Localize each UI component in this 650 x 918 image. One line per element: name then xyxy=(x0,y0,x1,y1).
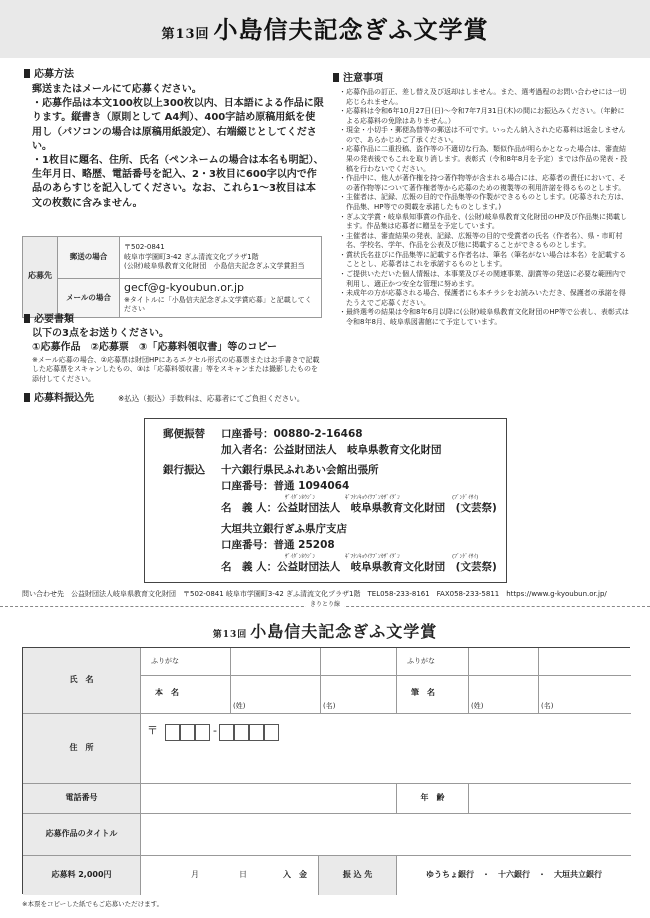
required-heading: 必要書類 xyxy=(24,313,74,327)
bank1-holder: 名 義 人：公益財団法人 岐阜県教育文化財団 (文芸祭) xyxy=(221,502,497,514)
notes-list xyxy=(339,88,629,327)
required-note: ※メール応募の場合、②応募票は財団HPにあるエクセル形式の応募票またはお手書きで記載した応募票をスキャンしたもの、③は「応募料領収書」等をスキャンまたは撮影したものを添付してください。 xyxy=(32,356,320,383)
name-label: 氏 名 xyxy=(23,648,141,714)
sei-mark: (姓) xyxy=(471,702,484,710)
contact-footer: 問い合わせ先 公益財団法人岐阜県教育文化財団 〒502-0841 岐阜市学園町3-42 ぎふ清流文化プラザ1階 TEL058-233-8161 FAX058-233-5811 https://www.g-kyoubun.or.jp/ xyxy=(22,590,607,598)
furigana-mei-input[interactable] xyxy=(321,648,397,676)
phone-input[interactable] xyxy=(141,784,397,814)
postal-transfer-label: 郵便振替 xyxy=(163,428,205,440)
hitsumei-label xyxy=(397,676,469,714)
email-note: ※タイトルに「小島信夫記念ぎふ文学賞応募」と記載してください xyxy=(124,295,312,314)
note-item: ・現金・小切手・郵便為替等の郵送は不可です。いったん納入された応募料は返金しませんので、あらかじめご了承ください。 xyxy=(339,126,626,144)
cut-label-text: きりとり線 xyxy=(306,601,344,608)
honmyo-mei-input[interactable] xyxy=(321,676,397,714)
postal-code-box[interactable] xyxy=(219,724,234,741)
mei-mark: (名) xyxy=(323,702,336,710)
postal-mark: 〒 xyxy=(147,724,158,737)
postal-code-box[interactable] xyxy=(195,724,210,741)
application-address-table xyxy=(22,236,322,318)
postal-line: 〒502-0841 xyxy=(124,243,165,252)
postal-line: 岐阜市学園町3-42 ぎふ清流文化プラザ1階 xyxy=(124,252,259,261)
method-line-2: ・応募作品は本文100枚以上300枚以内、日本語による作品に限ります。縦書き（原則として A4判）、400字詰め原稿用紙を使用し（パソコンの場合は原稿用紙設定）、右端綴じとしてください。 xyxy=(32,98,324,152)
postal-address xyxy=(120,237,322,279)
furigana-label-left xyxy=(141,648,231,676)
address-input[interactable] xyxy=(141,714,631,784)
furikomi-label: 振 込 先 xyxy=(319,856,397,895)
furigana-text: ふりがな xyxy=(151,657,179,665)
postal-code-box[interactable] xyxy=(234,724,249,741)
nyukin-mark: 入 金 xyxy=(283,870,307,879)
bank-transfer-box xyxy=(144,418,507,583)
mei-mark: (名) xyxy=(541,702,554,710)
method-line-3: ・1枚目に題名、住所、氏名（ペンネームの場合は本名も明記）、生年月日、略歴、電話番号を記入、2・3枚目に600字以内で作品のあらすじを記入してください。なお、これら1〜3枚目は本文の枚数に含みません。 xyxy=(32,154,324,209)
required-body xyxy=(32,327,324,355)
bank2-name: 大垣共立銀行ぎふ県庁支店 xyxy=(221,523,347,535)
fee-note: ※払込（振込）手数料は、応募者にてご負担ください。 xyxy=(118,394,305,403)
bank1-ruby-2: ｷﾞﾌｹﾝｷｮｳｲｸﾌﾞﾝｶｻﾞｲﾀﾞﾝ xyxy=(345,495,401,501)
form-award-title: 小島信夫記念ぎふ文学賞 xyxy=(250,622,438,641)
hitsumei-text: 筆 名 xyxy=(411,688,435,697)
furigana-label-right xyxy=(397,648,469,676)
note-item: ・最終選考の結果は令和8年6月以降に(公財)岐阜県教育文化財団のHP等で公表し、表彰式は令和8年8月、岐阜県図書館にて予定しています。 xyxy=(339,308,629,326)
note-item: ・ご提供いただいた個人情報は、本事業及びその関連事業、副賞等の発送に必要な範囲内で利用し、適正かつ安全な管理に努めます。 xyxy=(339,269,626,288)
bank-choice[interactable]: ゆうちょ銀行 ・ 十六銀行 ・ 大垣共立銀行 xyxy=(397,856,631,895)
phone-label: 電話番号 xyxy=(23,784,141,814)
address-label: 住 所 xyxy=(23,714,141,784)
bank1-ruby-1: ｻﾞｲﾀﾞﾝﾎｳｼﾞﾝ xyxy=(285,495,316,501)
form-edition: 第13回 xyxy=(212,630,248,640)
work-title-label: 応募作品のタイトル xyxy=(23,814,141,856)
furigana-sei-input[interactable] xyxy=(231,648,321,676)
email-cell xyxy=(120,279,322,318)
postal-account: 口座番号：00880-2-16468 xyxy=(221,428,363,440)
fee-heading: 応募料振込先 xyxy=(24,392,94,406)
note-item: ・応募作品に二重投稿、盗作等の不適切な行為、類似作品が明らかとなった場合は、審査結果の発表後でもこれを取り消します。表彰式（令和8年8月を予定）までは作品の発表・投稿を行わないでください。 xyxy=(339,145,628,173)
title-band xyxy=(0,0,650,58)
honmyo-label xyxy=(141,676,231,714)
edition-number: 第13回 xyxy=(161,27,210,42)
postal-holder: 加入者名：公益財団法人 岐阜県教育文化財団 xyxy=(221,444,442,456)
note-item: ・応募料は令和6年10月27日(日)〜令和7年7月31日(木)の間にお振込みください。（年齢による応募料の免除はありません。） xyxy=(339,107,625,125)
cut-label xyxy=(0,601,650,609)
bank1-account: 口座番号：普通 1094064 xyxy=(221,480,350,492)
sei-mark: (姓) xyxy=(233,702,246,710)
postal-dash: - xyxy=(213,724,217,737)
note-item: ・主催者は、審査結果の発表、記録、広報等の目的で受賞者の氏名（作者名）、県・市町村名、学校名、学年、作品を公表及び他に掲載することができるものとします。 xyxy=(339,231,623,250)
age-input[interactable] xyxy=(469,784,631,814)
postal-code-box[interactable] xyxy=(249,724,264,741)
method-heading: 応募方法 xyxy=(24,68,74,82)
application-head: 応募先 xyxy=(23,237,58,318)
work-title-input[interactable] xyxy=(141,814,631,856)
page-title xyxy=(0,14,650,46)
bottom-note: ※本票をコピーした紙でもご応募いただけます。 xyxy=(22,900,164,908)
note-item: ・賞状氏名並びに作品集等に記載する作者名は、筆名（筆名がない場合は本名）を記載することとし、応募者はこれを承諾するものとします。 xyxy=(339,250,626,269)
entry-form xyxy=(22,647,630,894)
postal-code-box[interactable] xyxy=(180,724,195,741)
note-item: ・ぎふ文学賞・岐阜県知事賞の作品を、(公財)岐阜県教育文化財団のHP及び作品集に掲載します。作品集は応募者に贈呈を予定しています。 xyxy=(339,212,627,231)
bank2-ruby-3: (ﾌﾞﾝｹﾞｲｻｲ) xyxy=(452,554,479,560)
postal-code-box[interactable] xyxy=(165,724,180,741)
method-body xyxy=(32,83,324,211)
fee-date-cell[interactable] xyxy=(141,856,319,895)
furigana-text: ふりがな xyxy=(407,657,435,665)
postal-code-box[interactable] xyxy=(264,724,279,741)
postal-line: (公財)岐阜県教育文化財団 小島信夫記念ぎふ文学賞担当 xyxy=(124,262,305,271)
award-title: 小島信夫記念ぎふ文学賞 xyxy=(213,15,489,44)
fee-label: 応募料 2,000円 xyxy=(23,856,141,895)
required-items: ①応募作品 ②応募票 ③「応募料領収書」等のコピー xyxy=(32,342,278,353)
bank1-ruby-3: (ﾌﾞﾝｹﾞｲｻｲ) xyxy=(452,495,479,501)
bank1-name: 十六銀行県民ふれあい会館出張所 xyxy=(221,464,379,476)
bank2-ruby-1: ｻﾞｲﾀﾞﾝﾎｳｼﾞﾝ xyxy=(285,554,316,560)
note-item: ・応募作品の訂正、差し替え及び返却はしません。また、選考過程のお問い合わせには一切応じられません。 xyxy=(339,88,627,106)
honmyo-sei-input[interactable] xyxy=(231,676,321,714)
note-item: ・未成年の方が応募される場合、保護者にも本チラシをお読みいただき、保護者の承諾を得たうえでご応募ください。 xyxy=(339,289,626,307)
bank2-holder: 名 義 人：公益財団法人 岐阜県教育文化財団 (文芸祭) xyxy=(221,561,497,573)
note-item: ・主催者は、記録、広報の目的で作品集等の作製ができるものとします。(応募された方は、作品集、HP等での掲載を承諾したものとします。) xyxy=(339,193,629,211)
required-lead: 以下の3点をお送りください。 xyxy=(32,328,169,339)
email-address[interactable]: gecf@g-kyoubun.or.jp xyxy=(124,281,245,294)
email-label: メールの場合 xyxy=(58,279,120,318)
hitsumei-mei-input[interactable] xyxy=(539,676,631,714)
note-item: ・作品中に、他人が著作権を持つ著作物等が含まれる場合には、応募者の責任において、その著作物等について著作権者等から応募のための複製等の利用許諾を得るものとします。 xyxy=(339,174,626,192)
form-title xyxy=(0,621,650,643)
pen-furigana-sei-input[interactable] xyxy=(469,648,539,676)
bank2-ruby-2: ｷﾞﾌｹﾝｷｮｳｲｸﾌﾞﾝｶｻﾞｲﾀﾞﾝ xyxy=(345,554,401,560)
bank2-account: 口座番号：普通 25208 xyxy=(221,539,335,551)
postal-label: 郵送の場合 xyxy=(58,237,120,279)
bank-transfer-label: 銀行振込 xyxy=(163,464,205,476)
age-label: 年 齢 xyxy=(397,784,469,814)
pen-furigana-mei-input[interactable] xyxy=(539,648,631,676)
hitsumei-sei-input[interactable] xyxy=(469,676,539,714)
month-mark: 月 xyxy=(191,870,199,879)
day-mark: 日 xyxy=(239,870,247,879)
honmyo-text: 本 名 xyxy=(155,688,179,697)
method-line-1: 郵送またはメールにて応募ください。 xyxy=(32,84,202,95)
notes-heading: 注意事項 xyxy=(333,72,383,86)
